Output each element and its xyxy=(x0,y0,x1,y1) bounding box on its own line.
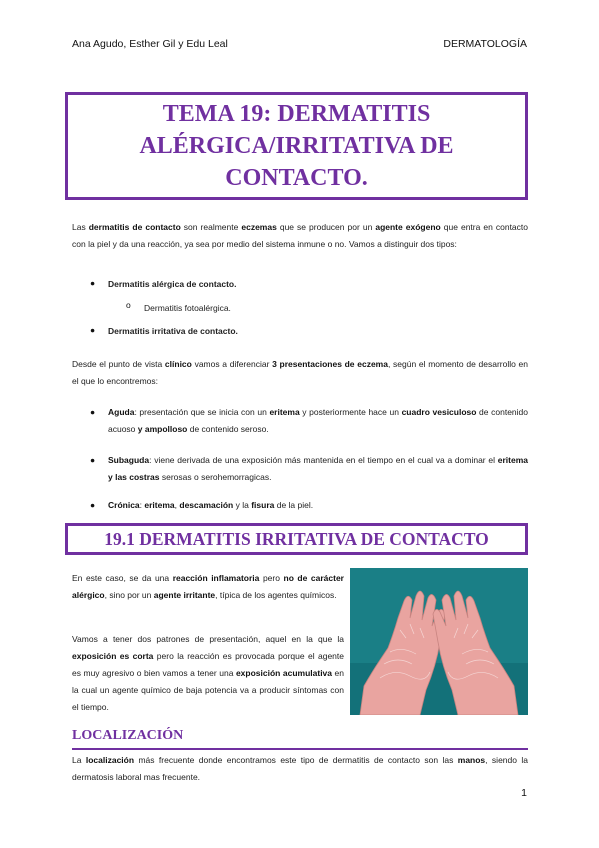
irritativa2-text-1: Vamos a tener dos patrones de presentación, aquel en la que la xyxy=(72,634,344,644)
loc-text-2: más frecuente donde encontramos este tipo de dermatitis de contacto son las xyxy=(134,755,458,765)
section-title-box xyxy=(65,523,528,555)
cronica-bold-3: descamación xyxy=(179,500,234,510)
clinical-text-3: , según el momento de desarrollo en el que lo encontremos: xyxy=(72,359,528,386)
intro-paragraph xyxy=(72,219,528,253)
aguda-text-3: de contenido acuoso xyxy=(108,407,528,434)
bullet-disc-icon: ● xyxy=(90,455,96,465)
loc-bold-1: localización xyxy=(85,755,135,765)
irritativa2-text-3: en la cual un agente químico de baja potencia va a producir síntomas con el tiempo. xyxy=(72,668,344,712)
irritativa1-text-4: , típica de los agentes químicos. xyxy=(215,590,337,600)
presentation-cronica xyxy=(108,497,528,514)
intro-bold-3: agente exógeno xyxy=(375,222,441,232)
cronica-text-1: : xyxy=(139,500,145,510)
subaguda-text-1: : viene derivada de una exposición más mantenida en el tiempo en el cual va a dominar el xyxy=(149,455,498,465)
irritativa2-bold-1: exposición es corta xyxy=(72,651,154,661)
presentation-subaguda xyxy=(108,452,528,486)
type-item-1-sub: Dermatitis fotoalérgica. xyxy=(144,303,231,313)
loc-bold-2: manos xyxy=(457,755,486,765)
irritativa-paragraph-2 xyxy=(72,631,344,716)
irritativa1-bold-1: reacción inflamatoria xyxy=(172,573,260,583)
subaguda-label: Subaguda xyxy=(108,455,150,465)
irritativa2-bold-2: exposición acumulativa xyxy=(235,668,333,678)
bullet-disc-icon: ● xyxy=(90,407,96,417)
aguda-bold-2: eritema xyxy=(269,407,300,417)
loc-text-1: La xyxy=(72,755,86,765)
subaguda-text-2: serosas o serohemorragicas. xyxy=(159,472,272,482)
intro-text-3: que se producen por un xyxy=(276,222,376,232)
aguda-bold-3: cuadro vesiculoso xyxy=(401,407,477,417)
cronica-bold-4: fisura xyxy=(251,500,275,510)
aguda-label: Aguda xyxy=(108,407,135,417)
aguda-text-2: y posteriormente hace un xyxy=(299,407,402,417)
irritativa-paragraph-1 xyxy=(72,570,344,604)
type-item-1: Dermatitis alérgica de contacto. xyxy=(108,279,237,289)
subaguda-bold-2: eritema y las costras xyxy=(108,455,528,482)
section-title: 19.1 DERMATITIS IRRITATIVA DE CONTACTO xyxy=(104,528,489,549)
hands-illustration xyxy=(350,568,528,715)
clinical-text-1: Desde el punto de vista xyxy=(72,359,165,369)
loc-text-3: , siendo la dermatosis laboral mas frecuente. xyxy=(72,755,528,782)
irritativa1-text-2: pero xyxy=(259,573,284,583)
intro-bold-1: dermatitis de contacto xyxy=(88,222,181,232)
irritativa2-text-2: pero la reacción es provocada porque el agente es muy agresivo o bien vamos a tener una xyxy=(72,651,344,678)
intro-bold-2: eczemas xyxy=(241,222,277,232)
irritativa1-bold-3: agente irritante xyxy=(153,590,216,600)
clinical-paragraph xyxy=(72,356,528,390)
localizacion-divider xyxy=(72,748,528,750)
intro-text-1: Las xyxy=(72,222,89,232)
type-item-2: Dermatitis irritativa de contacto. xyxy=(108,326,238,336)
hands-dermatitis-photo xyxy=(350,568,528,715)
bullet-disc-icon: ● xyxy=(90,278,96,288)
header-authors: Ana Agudo, Esther Gil y Edu Leal xyxy=(72,38,228,50)
irritativa1-text-1: En este caso, se da una xyxy=(72,573,173,583)
bullet-disc-icon: ● xyxy=(90,500,96,510)
cronica-bold-2: eritema xyxy=(144,500,175,510)
title-box xyxy=(65,92,528,200)
intro-text-2: son realmente xyxy=(180,222,242,232)
cronica-text-2: , xyxy=(174,500,180,510)
irritativa1-text-3: , sino por un xyxy=(104,590,154,600)
localizacion-title: LOCALIZACIÓN xyxy=(72,728,184,743)
document-title: TEMA 19: DERMATITIS ALÉRGICA/IRRITATIVA DE CONTACTO. xyxy=(139,101,454,191)
bullet-disc-icon: ● xyxy=(90,325,96,335)
page-number: 1 xyxy=(521,787,527,799)
intro-text-4: que entra en contacto con la piel y da una reacción, ya sea por medio del sistema inmune o no. Vamos a distinguir dos tipos: xyxy=(72,222,528,249)
clinical-bold-2: 3 presentaciones de eczema xyxy=(272,359,388,369)
clinical-bold-1: clínico xyxy=(164,359,192,369)
aguda-text-1: : presentación que se inicia con un xyxy=(134,407,270,417)
aguda-text-4: de contenido seroso. xyxy=(187,424,269,434)
presentation-aguda xyxy=(108,404,528,438)
localizacion-paragraph xyxy=(72,752,528,786)
cronica-text-3: y la xyxy=(233,500,252,510)
clinical-text-2: vamos a diferenciar xyxy=(191,359,273,369)
bullet-circle-icon: o xyxy=(126,300,131,310)
aguda-bold-4: y ampolloso xyxy=(137,424,188,434)
cronica-text-4: de la piel. xyxy=(274,500,314,510)
header-subject: DERMATOLOGÍA xyxy=(443,38,527,50)
irritativa1-bold-2: no de carácter alérgico xyxy=(72,573,344,600)
cronica-label: Crónica xyxy=(108,500,140,510)
